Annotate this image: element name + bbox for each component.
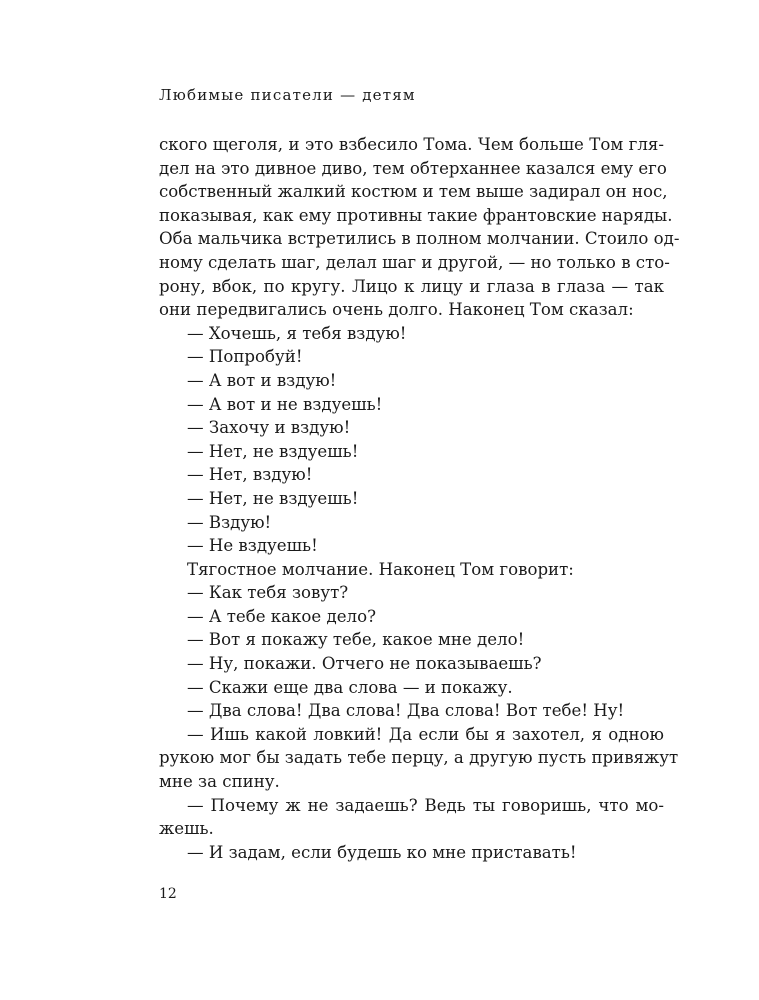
running-header: Любимые писатели — детям bbox=[159, 86, 416, 104]
text-line: рону, вбок, по кругу. Лицо к лицу и глаза в глаза — так bbox=[159, 276, 664, 296]
text-line: мне за спину. bbox=[159, 772, 280, 792]
dialogue-line: — Нет, не вздуешь! bbox=[187, 441, 359, 461]
text-line: рукою мог бы задать тебе перцу, а другую пусть привяжут bbox=[159, 748, 679, 768]
dialogue-line: — Вздую! bbox=[187, 512, 272, 532]
dialogue-line: — Хочешь, я тебя вздую! bbox=[187, 323, 407, 343]
dialogue-line: — Ишь какой ловкий! Да если бы я захотел, я одною bbox=[187, 724, 664, 744]
dialogue-line: — Попробуй! bbox=[187, 347, 303, 367]
dialogue-line: — Не вздуешь! bbox=[187, 536, 318, 556]
page-number: 12 bbox=[159, 886, 177, 902]
text-line: жешь. bbox=[159, 819, 214, 839]
dialogue-line: — Скажи еще два слова — и покажу. bbox=[187, 677, 513, 697]
text-line: Оба мальчика встретились в полном молчании. Стоило од- bbox=[159, 229, 680, 249]
dialogue-line: — А вот и не вздуешь! bbox=[187, 394, 383, 414]
dialogue-line: — Ну, покажи. Отчего не показываешь? bbox=[187, 654, 542, 674]
dialogue-line: — Вот я покажу тебе, какое мне дело! bbox=[187, 630, 525, 650]
text-line: ского щеголя, и это взбесило Тома. Чем больше Том гля- bbox=[159, 135, 664, 154]
text-line: Тягостное молчание. Наконец Том говорит: bbox=[187, 559, 574, 579]
dialogue-line: — Как тебя зовут? bbox=[187, 583, 349, 603]
text-line: ному сделать шаг, делал шаг и другой, — но только в сто- bbox=[159, 252, 670, 272]
dialogue-line: — Нет, вздую! bbox=[187, 465, 313, 485]
dialogue-line: — А тебе какое дело? bbox=[187, 606, 376, 626]
dialogue-line: — А вот и вздую! bbox=[187, 370, 337, 390]
dialogue-line: — Два слова! Два слова! Два слова! Вот тебе! Ну! bbox=[187, 701, 625, 721]
dialogue-line: — Захочу и вздую! bbox=[187, 418, 351, 438]
text-line: показывая, как ему противны такие франтовские наряды. bbox=[159, 205, 673, 225]
dialogue-line: — И задам, если будешь ко мне приставать! bbox=[187, 842, 577, 862]
body-text bbox=[159, 133, 680, 864]
text-line: собственный жалкий костюм и тем выше задирал он нос, bbox=[159, 182, 668, 202]
dialogue-line: — Нет, не вздуешь! bbox=[187, 488, 359, 508]
text-line: дел на это дивное диво, тем обтерханнее казался ему его bbox=[159, 158, 667, 178]
dialogue-line: — Почему ж не задаешь? Ведь ты говоришь, что мо- bbox=[187, 795, 664, 815]
text-line: они передвигались очень долго. Наконец Том сказал: bbox=[159, 300, 634, 320]
